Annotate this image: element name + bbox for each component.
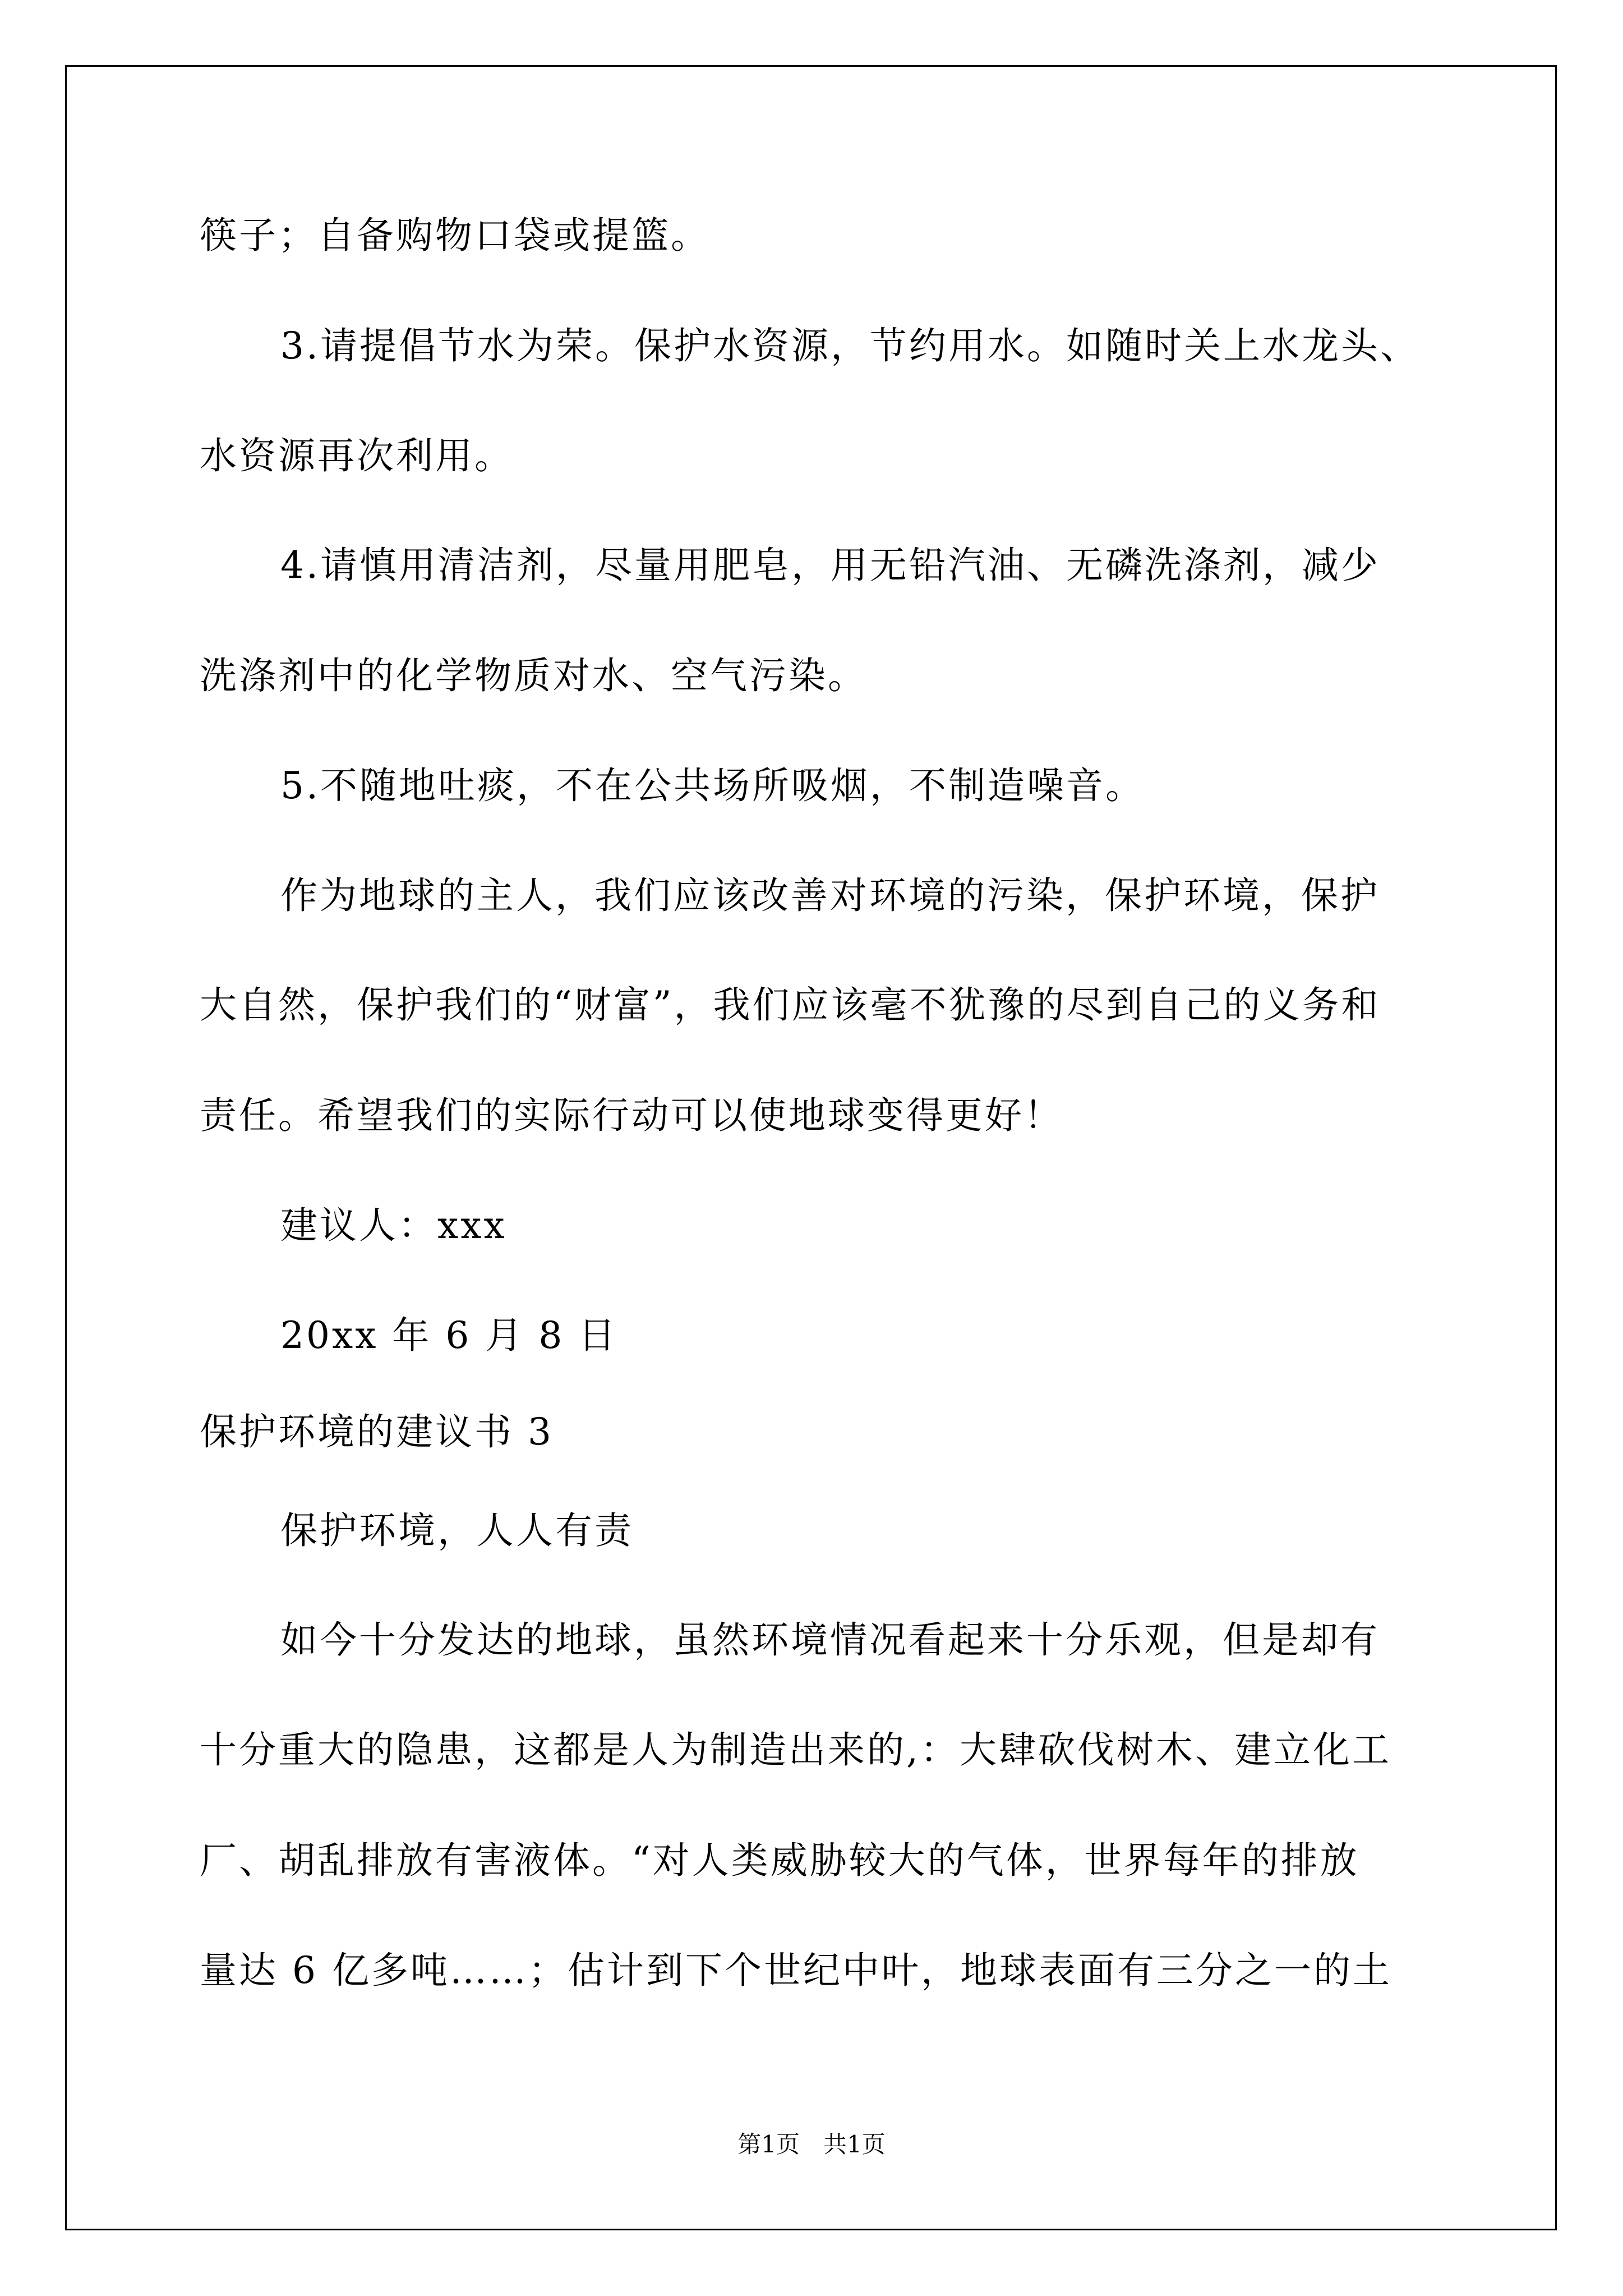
text-line: 洗涤剂中的化学物质对水、空气污染。 <box>200 654 867 697</box>
signature-line: 建议人：xxx <box>280 1204 507 1247</box>
text-line: 大自然，保护我们的“财富”，我们应该毫不犹豫的尽到自己的义务和 <box>200 983 1381 1027</box>
text-line: 3.请提倡节水为荣。保护水资源，节约用水。如随时关上水龙头、 <box>280 324 1419 367</box>
text-line: 十分重大的隐患，这都是人为制造出来的,：大肆砍伐树木、建立化工 <box>200 1728 1391 1772</box>
text-line: 5.不随地吐痰，不在公共场所吸烟，不制造噪音。 <box>280 764 1145 807</box>
text-line: 水资源再次利用。 <box>200 434 514 477</box>
text-line: 如今十分发达的地球，虽然环境情况看起来十分乐观，但是却有 <box>280 1618 1380 1662</box>
text-line: 责任。希望我们的实际行动可以使地球变得更好！ <box>200 1094 1063 1137</box>
page-border <box>65 65 1557 2230</box>
text-line: 作为地球的主人，我们应该改善对环境的污染，保护环境，保护 <box>280 874 1380 917</box>
text-line: 厂、胡乱排放有害液体。“对人类威胁较大的气体，世界每年的排放 <box>200 1839 1359 1882</box>
page-footer: 第1页 共1页 <box>737 2131 886 2158</box>
text-line: 量达 6 亿多吨……；估计到下个世纪中叶，地球表面有三分之一的土 <box>200 1949 1392 1992</box>
section-subtitle: 保护环境，人人有责 <box>280 1509 634 1552</box>
date-line: 20xx 年 6 月 8 日 <box>280 1314 618 1357</box>
section-title: 保护环境的建议书 3 <box>200 1410 554 1453</box>
text-line: 筷子；自备购物口袋或提篮。 <box>200 214 710 257</box>
text-line: 4.请慎用清洁剂，尽量用肥皂，用无铅汽油、无磷洗涤剂，减少 <box>280 544 1380 587</box>
